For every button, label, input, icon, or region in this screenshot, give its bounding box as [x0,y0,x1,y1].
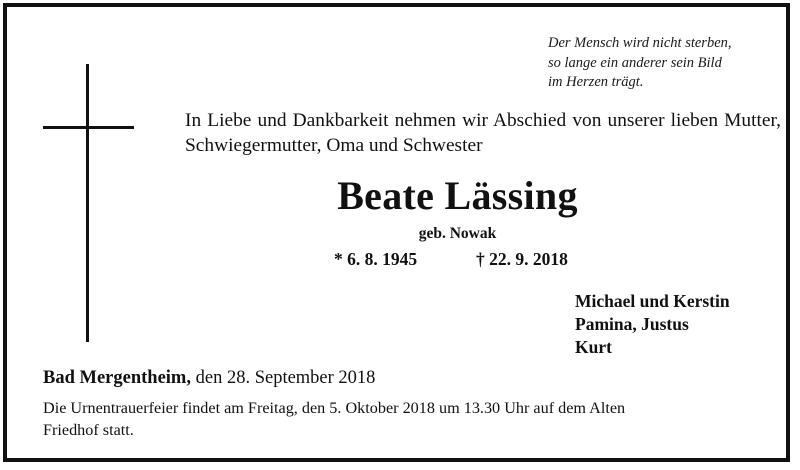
birth-date: * 6. 8. 1945 [334,249,418,269]
cross-icon-bar [43,126,134,129]
place-date-line [43,366,375,390]
birth-name: geb. Nowak [418,225,497,242]
motto-quote: Der Mensch wird nicht sterben, so lange ein anderer sein Bild im Herzen trägt. [548,35,732,90]
notice-date: den 28. September 2018 [195,368,376,388]
ceremony-info: Die Urnentrauerfeier findet am Freitag, den 5. Oktober 2018 um 13.30 Uhr auf dem Alten Friedhof statt. [43,399,626,439]
mourner-line: Michael und Kerstin [575,291,730,311]
intro-text: In Liebe und Dankbarkeit nehmen wir Abschied von unserer lieben Mutter, Schwiegermutter, Oma und Schwester [185,110,781,156]
place-name: Bad Mergentheim, [43,368,191,388]
mourners-list [575,290,730,359]
deceased-name: Beate Lässing [337,173,578,218]
cross-icon [86,64,89,342]
death-date: † 22. 9. 2018 [476,249,568,269]
mourner-line: Pamina, Justus [575,314,689,334]
mourner-line: Kurt [575,337,612,357]
